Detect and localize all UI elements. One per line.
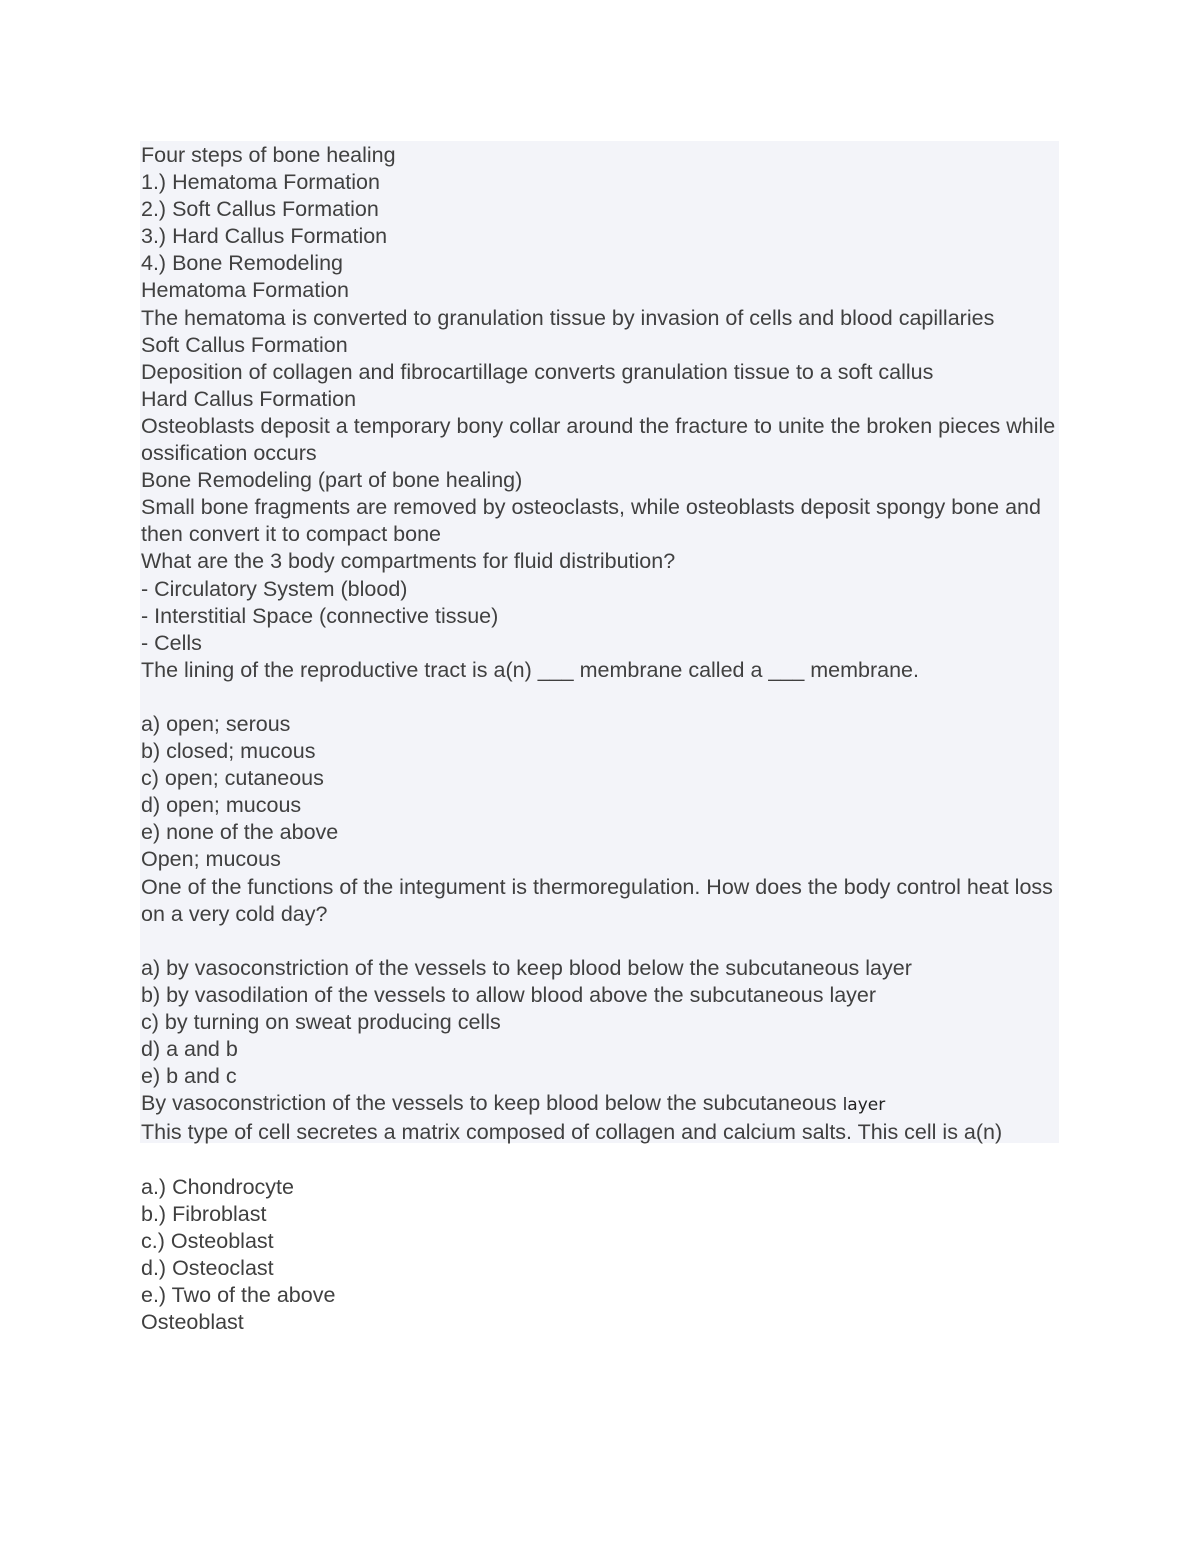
answer-text	[141, 1090, 1057, 1119]
option-item: d.) Osteoclast	[141, 1255, 274, 1280]
blank-line	[141, 928, 1057, 955]
option-item: d) open; mucous	[141, 793, 302, 818]
option-item: a) by vasoconstriction of the vessels to keep blood below the subcutaneous layer	[141, 955, 912, 980]
option-item: a.) Chondrocyte	[141, 1174, 294, 1199]
option-item: e.) Two of the above	[141, 1282, 336, 1307]
option-item: c.) Osteoblast	[141, 1228, 274, 1253]
question-text: What are the 3 body compartments for fluid distribution?	[141, 549, 676, 574]
option-item: c) by turning on sweat producing cells	[141, 1010, 501, 1034]
answer-last-word: layer	[842, 1095, 886, 1116]
term-definition: Deposition of collagen and fibrocartillage converts granulation tissue to a soft callus	[141, 359, 934, 384]
option-item: b) by vasodilation of the vessels to allow blood above the subcutaneous layer	[141, 982, 877, 1007]
term-heading: Bone Remodeling (part of bone healing)	[141, 468, 523, 493]
list-item: 1.) Hematoma Formation	[141, 170, 380, 195]
option-item: b.) Fibroblast	[141, 1201, 267, 1226]
term-definition: The hematoma is converted to granulation tissue by invasion of cells and blood capillaries	[141, 305, 995, 330]
option-item: e) none of the above	[141, 820, 339, 845]
option-item: e) b and c	[141, 1064, 237, 1089]
term-heading: Hematoma Formation	[141, 278, 349, 303]
list-item: 3.) Hard Callus Formation	[141, 224, 388, 249]
answer-item: - Circulatory System (blood)	[141, 576, 408, 601]
list-item: 2.) Soft Callus Formation	[141, 197, 379, 222]
question-text: The lining of the reproductive tract is a(n) ___ membrane called a ___ membrane.	[141, 657, 919, 682]
question-text: One of the functions of the integument is thermoregulation. How does the body control heat loss on a very cold day?	[141, 874, 1053, 926]
option-item: d) a and b	[141, 1037, 238, 1062]
blank-line	[141, 684, 1057, 711]
answer-item: - Interstitial Space (connective tissue)	[141, 603, 499, 628]
option-item: b) closed; mucous	[141, 739, 316, 764]
option-item: a) open; serous	[141, 711, 291, 736]
section-title: Four steps of bone healing	[141, 143, 396, 167]
term-heading: Soft Callus Formation	[141, 332, 348, 357]
question-text: This type of cell secretes a matrix composed of collagen and calcium salts. This cell is a(n)	[141, 1120, 1003, 1145]
answer-text: Open; mucous	[141, 847, 281, 872]
term-definition: Osteoblasts deposit a temporary bony collar around the fracture to unite the broken pieces while ossification occurs	[141, 413, 1056, 466]
answer-main: By vasoconstriction of the vessels to keep blood below the subcutaneous	[141, 1091, 843, 1116]
answer-text: Osteoblast	[141, 1310, 244, 1335]
document-body	[141, 142, 1057, 1336]
list-item: 4.) Bone Remodeling	[141, 251, 343, 276]
blank-line	[141, 1146, 1057, 1173]
term-heading: Hard Callus Formation	[141, 386, 357, 411]
option-item: c) open; cutaneous	[141, 766, 324, 791]
answer-item: - Cells	[141, 630, 202, 655]
term-definition: Small bone fragments are removed by osteoclasts, while osteoblasts deposit spongy bone and then convert it to compact bone	[141, 495, 1041, 547]
